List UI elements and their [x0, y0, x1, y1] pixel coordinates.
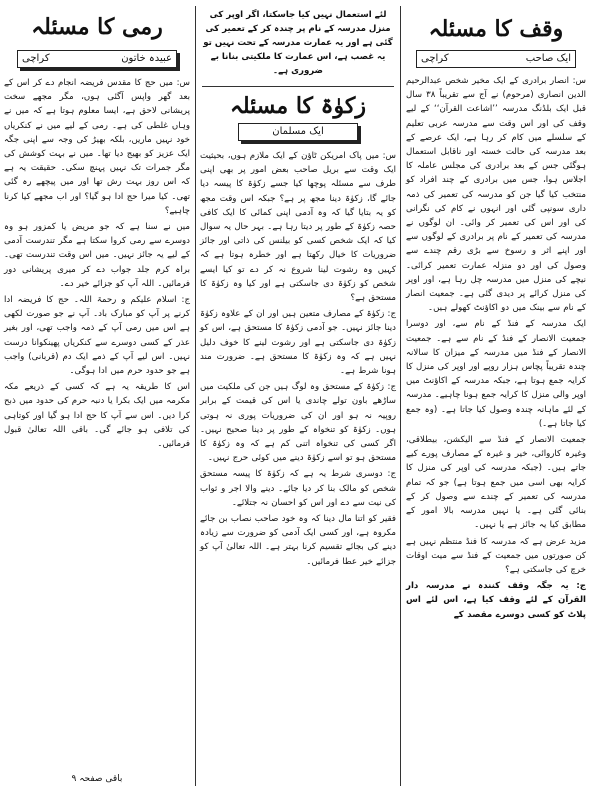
column-zakat	[196, 0, 400, 791]
continued-note: باقی صفحہ ۹	[71, 774, 123, 784]
waqf-para-1: س: انصار برادری کے ایک مخیر شخص عبدالرحیم الدین انصاری (مرحوم) نے آج سے تقریباً ۳۸ سال قبل ایک بلڈنگ مدرسہ ’’اشاعت القرآن‘‘ کے لیے وقف کی اور اس وقت سے مدرسہ عربی تعلیم کے سلسلے میں کام کر رہا ہے، ایک عرصے کے بعد مدرسہ کی حالت خستہ اور ناقابل استعمال ہوگئی جس کے بعد برادری کی مجلس عاملہ کا اجلاس ہوا، جس میں برادری کے چند افراد کو منتخب کیا گیا جن کو مدرسہ کی تعمیر کی ذمہ داری سونپی گئی اور انہوں نے کام کی نگرانی کی اور اس کی تعمیر کر وائی۔ ان لوگوں نے مدرسہ کی تعمیر کے نام پر برادری کے لوگوں سے اور اپنے اثر و رسوخ سے بڑی رقم چندے سے وصول کی اور دو منزلہ عمارت تعمیر کرائی۔ نیچے کی منزل میں مدرسہ چل رہا ہے، اور اوپر کی منزل کرائے پر دیدی گئی ہے۔ جمعیت انصار کے نام سے بینک میں دو اکاؤنٹ کھولے ہیں۔	[406, 76, 586, 314]
zakat-para-2: ج: زکوٰۃ کے مصارف متعین ہیں اور ان کے علاوہ زکوٰۃ دینا جائز نہیں۔ جو آدمی زکوٰۃ کا مستحق ہے، اس کو زکوٰۃ دی جاسکتی ہے اور رشوت لینے کا خوف دلیل نہیں ہے کہ وہ زکوٰۃ کا مستحق ہے۔ ضرورت مند ہونا شرط ہے۔	[200, 309, 396, 377]
rami-para-4: اس کا طریقہ یہ ہے کہ کسی کے ذریعے مکہ مکرمہ میں ایک بکرا یا دنبہ حرم کی حدود میں ذبح کرا دیں۔ اس سے آپ کا حج ادا ہو گیا اور کوتاہی کی تلافی ہو جائے گی۔ باقی اللہ تعالیٰ قبول فرمائیں۔	[4, 382, 190, 450]
waqf-heading: وقف کا مسئلہ	[428, 16, 564, 42]
zakat-byline	[238, 123, 358, 141]
column-divider-right	[400, 6, 401, 786]
zakat-para-4: ج: دوسری شرط یہ ہے کہ زکوٰۃ کا پیسہ مستحق شخص کو مالک بنا کر دیا جائے۔ دینے والا اجر و ثواب کی نیت سے دے اور اس کو احسان نہ جتلائے۔	[200, 469, 396, 508]
zakat-author: ایک مسلمان	[272, 126, 324, 137]
waqf-para-4: مزید عرض ہے کہ مدرسہ کا فنڈ منتظم نہیں ہے کن صورتوں میں جمعیت کے فنڈ سے میت اوقات خرچ کی جاسکتی ہے؟	[406, 536, 586, 575]
rami-byline	[17, 50, 177, 68]
zakat-para-3: ج: زکوٰۃ کے مستحق وہ لوگ ہیں جن کی ملکیت میں ساڑھے باون تولے چاندی یا اس کی قیمت کے برابر روپیہ نہ ہو اور ان کی ضروریات پوری نہ ہوتی ہوں۔ زکوٰۃ کو تنخواہ کے طور پر دینا صحیح نہیں۔ اگر کسی کی تنخواہ اتنی کم ہے کہ وہ زکوٰۃ کا مستحق ہو تو اسے زکوٰۃ دینے میں کوئی حرج نہیں۔	[200, 382, 396, 464]
rami-city: کراچی	[22, 53, 50, 64]
waqf-para-5: ج: یہ جگہ وقف کنندہ نے مدرسہ دار القرآن کے لئے وقف کیا ہے، اس لئے اس پلاٹ کو کسی دوسرے مقصد کے	[406, 581, 586, 620]
rami-para-2: میں نے سنا ہے کہ جو مریض یا کمزور ہو وہ دوسرے سے رمی کروا سکتا ہے مگر تندرست آدمی کے لیے یہ جائز نہیں۔ میں اس وقت تندرست تھی۔ براہ کرم جلد جواب دے کر میری پریشانی دور فرمائیں۔ اللہ آپ کو جزائے خیر دے۔	[4, 222, 190, 289]
column-rami	[0, 0, 194, 791]
rami-para-3: ج: اسلام علیکم و رحمۃ اللہ۔ حج کا فریضہ ادا کرنے پر آپ کو مبارک باد۔ آپ نے جو صورت لکھی ہے اس میں رمی آپ کے ذمہ واجب تھی، اور بغیر عذر کے کسی دوسرے سے کنکریاں پھینکوانا درست نہیں۔ اس لیے آپ کے ذمے ایک دم (قربانی) واجب ہے جو حدود حرم میں ادا ہوگی۔	[4, 295, 190, 377]
waqf-author: ایک صاحب	[525, 53, 571, 64]
waqf-para-3: جمعیت الانصار کے فنڈ سے الیکشن، بیطلاقی، وغیرہ کاروائی، خیر و غیرہ کے مصارف پورے کیے جاتے ہیں۔ (جبکہ مدرسہ کی اوپر کی منزل کا کرایہ بھی اسی میں جمع ہوتا ہے) جو کہ تمام مدرسہ کی تعمیر کے چندے سے وصول کر کے بنائی گئی ہے۔ یا نہیں مدرسہ بالا امور کے مطابق کیا یہ جائز ہے یا نہیں۔	[406, 435, 586, 531]
zakat-body	[196, 149, 400, 569]
waqf-byline	[416, 50, 576, 68]
waqf-para-2: ایک مدرسہ کے فنڈ کے نام سے، اور دوسرا جمعیت الانصار کے فنڈ کے نام سے ہے۔ جمعیت الانصار کے فنڈ میں مدرسہ کے میزان کا سالانہ چندہ تقریباً پچاس ہزار روپے اور اوپر کی منزل کا کرایہ جمع ہوتا ہے، جبکہ مدرسہ کے اکاؤنٹ میں اوپر والی منزل کا کرایہ جمع ہونا چاہیے۔ مدرسہ کے لئے ماہانہ چندہ وصول کیا جاتا ہے۔ (وہ جمع کیا جاتا ہے۔)	[406, 319, 586, 429]
waqf-continuation: لئے استعمال نہیں کیا جاسکتا، اگر اوپر کی منزل مدرسہ کے نام پر چندہ کر کے تعمیر کی گئی ہے اور یہ عمارت مدرسہ کے تحت نہیں تو یہ غصب ہے، اس عمارت کا ملکیتی بنانا بے ضروری ہے۔	[203, 10, 393, 76]
rami-heading: رمی کا مسئلہ	[31, 14, 163, 40]
rami-author: عبیدہ خاتون	[121, 53, 172, 64]
column-waqf	[402, 0, 590, 791]
zakat-para-5: فقیر کو اتنا مال دینا کہ وہ خود صاحب نصاب بن جائے مکروہ ہے، اور کسی ایک آدمی کو ضرورت سے زیادہ دینے کی بجائے تقسیم کرنا بہتر ہے۔ اللہ تعالیٰ آپ کو جزائے خیر عطا فرمائیں۔	[200, 514, 396, 567]
rami-body	[0, 76, 194, 451]
section-rule	[202, 86, 394, 87]
zakat-heading: زکوٰۃ کا مسئلہ	[229, 93, 367, 119]
rami-para-1: س: میں حج کا مقدس فریضہ انجام دے کر اس کے بعد گھر واپس آگئی ہوں، مگر مجھے سخت پریشانی لاحق ہے، ایسا معلوم ہوتا ہے کہ میں نے وہاں غلطی کی ہے۔ رمی کے لیے میں نے کنکریاں خود نہیں ماریں، بلکہ بھیڑ کی وجہ سے اپنی جگہ ایک عزیز کو بھیج دیا تھا۔ میں نے بہت کوشش کی مگر جمرات تک نہیں پہنچ سکی۔ حقیقت یہ ہے کہ اس روز بہت رش تھا اور میں پیچھے رہ گئی تھی۔ کیا میرا حج ادا ہو گیا؟ اور اب مجھے کیا کرنا چاہیے؟	[4, 78, 190, 216]
waqf-city: کراچی	[421, 53, 449, 64]
waqf-body	[402, 74, 590, 622]
zakat-para-1: س: میں پاک امریکن ٹاؤن کے ایک ملازم ہوں، بحیثیت ایک وقت سے بریل صاحب بعض امور پر بھی اپنی طرف سے مسئلہ پوچھا کیا جسے زکوٰۃ کا پیسہ دیا جائے گا، زکوٰۃ دینا مجھ پر ہے؟ جبکہ اس وقت مجھ کو یہ بتایا گیا کہ وہ آدمی اپنی کمائی کا ایک کافی حصہ زکوٰۃ کے طور پر دیتا رہا ہے۔ بہر حال یہ سوال کیا کہ ایک شخص کسی کو بیلنس کی ذاتی اور جائز ضروریات کا خیال رکھتا ہے اور خطرہ ہوتا ہے کہ کہیں وہ رشوت لینا شروع نہ کر دے تو کیا ایسے شخص کو زکوٰۃ دی جاسکتی ہے اور کیا وہ زکوٰۃ کا مستحق ہے؟	[200, 151, 396, 304]
